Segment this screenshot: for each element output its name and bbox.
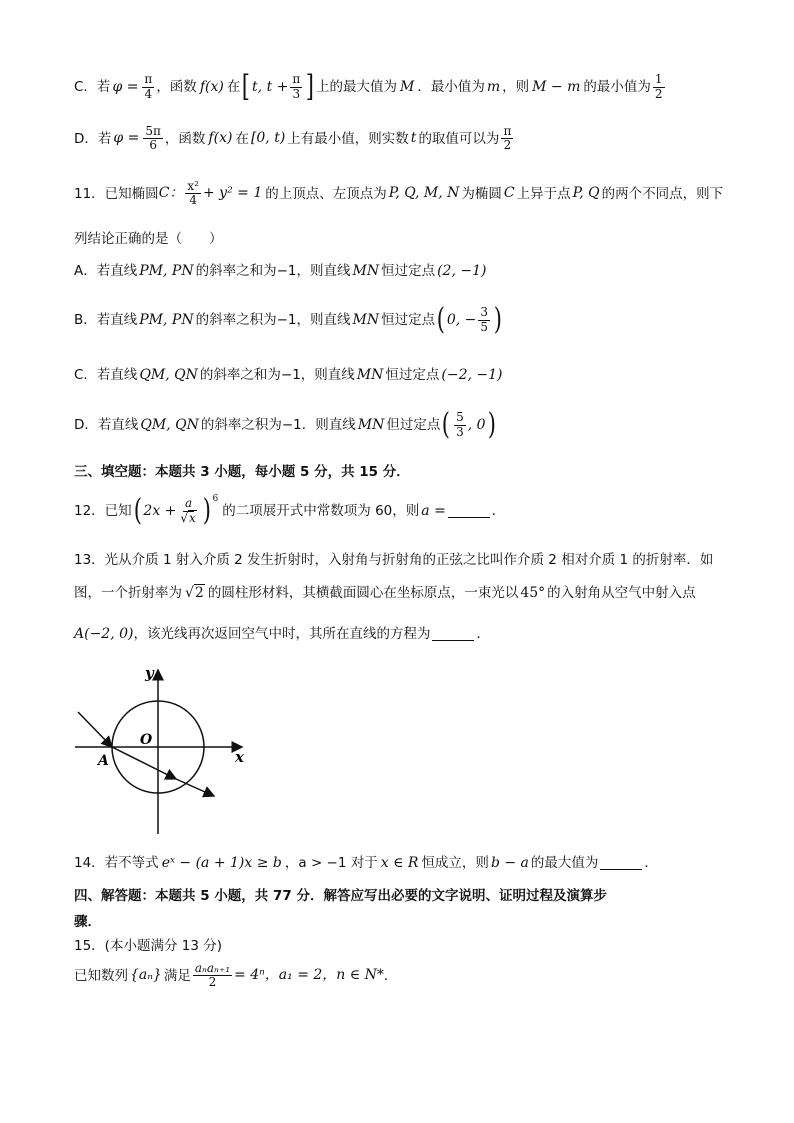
q13-line-2: 图，一个折射率为 √2 的圆柱形材料，其横截面圆心在坐标原点，一束光以 45° 的入射角从空气中射入点 [74, 585, 696, 602]
y-label: y [145, 664, 154, 682]
fraction: $\frac{\pi}{2}$ [503, 124, 512, 153]
fraction: $\frac{\text{aₙaₙ₊₁}}{2}$ [194, 961, 231, 990]
point-a-label: A [98, 753, 109, 769]
fraction: $\frac{1}{2}$ [654, 72, 663, 101]
answer-blank [600, 857, 642, 870]
answer-blank [432, 628, 474, 641]
q11-option-b: B．若直线 PM, PN 的斜率之积为−1，则直线 MN 恒过定点 ( 0, − $\frac{3}{5}$ ) [74, 302, 502, 337]
q10-option-c: C．若 φ = $\frac{\pi}{4}$ ，函数 f(x) 在 [ t, t + $\frac{\pi}{3}$ ] 上的最大值为 M ．最小值为 m ，则 M − m 的最小值为 $\frac{1}{2}$ [74, 69, 663, 104]
q11-stem-cont: 列结论正确的是（ ） [74, 231, 223, 247]
q11-option-d: D．若直线 QM, QN 的斜率之积为−1．则直线 MN 但过定点 ( $\frac{5}{3}$ , 0 ) [74, 407, 496, 442]
exit-ray [176, 779, 214, 796]
q11-option-c: C．若直线 QM, QN 的斜率之和为−1，则直线 MN 恒过定点 (−2, −1) [74, 367, 503, 384]
fraction: $\frac{\pi}{4}$ [144, 72, 153, 101]
fraction: $\frac{\pi}{3}$ [292, 72, 301, 101]
fraction: $\frac{a}{√x}$ [180, 496, 196, 525]
q12: 12．已知 ( 2x + $\frac{a}{√x}$ ) $^6$ 的二项展开式中常数项为 60，则 a = ． [74, 493, 506, 528]
q10-option-d: D．若 φ = $\frac{5\pi}{6}$ ，函数 f(x) 在 [0, t) 上有最小值，则实数 t 的取值可以为 $\frac{\pi}{2}$ [74, 124, 512, 153]
refraction-figure [70, 662, 260, 837]
section-4-heading: 四、解答题：本题共 5 小题，共 77 分．解答应写出必要的文字说明、证明过程及演算步 [74, 888, 607, 904]
q15-stem: 已知数列 {aₙ} 满足 $\frac{\text{aₙaₙ₊₁}}{2}$ = 4ⁿ ，a₁ = 2 ，n ∈ N* ． [74, 961, 398, 990]
q11-stem: 11．已知椭圆 C： $\frac{\text{x²}}{4}$ + y² = 1 的上顶点、左顶点为 P, Q, M, N 为椭圆 C 上异于点 P, Q 的两个不同点，则下 [74, 179, 724, 208]
fraction: $\frac{3}{5}$ [480, 305, 488, 334]
fraction: $\frac{5\pi}{6}$ [145, 124, 161, 153]
fraction: $\frac{5}{3}$ [456, 410, 464, 439]
answer-blank [448, 505, 490, 518]
q14: 14．若不等式 eˣ − (a + 1)x ≥ b ，a > −1 对于 x ∈ R 恒成立，则 b − a 的最大值为 ． [74, 855, 658, 872]
origin-label: O [140, 732, 153, 748]
q13-line-1: 13．光从介质 1 射入介质 2 发生折射时，入射角与折射角的正弦之比叫作介质 2 相对介质 1 的折射率．如 [74, 552, 714, 568]
section-3-heading: 三、填空题：本题共 3 小题，每小题 5 分，共 15 分． [74, 464, 410, 480]
q15-header: 15．(本小题满分 13 分) [74, 938, 222, 954]
x-label: x [235, 748, 244, 766]
q13-line-3: A(−2, 0) ，该光线再次返回空气中时，其所在直线的方程为 ． [74, 626, 490, 643]
q11-option-a: A．若直线 PM, PN 的斜率之和为−1，则直线 MN 恒过定点 (2, −1) [74, 263, 487, 280]
section-4-heading-cont: 骤． [74, 914, 101, 930]
incident-ray [78, 712, 112, 747]
fraction: $\frac{\text{x²}}{4}$ [187, 179, 199, 208]
